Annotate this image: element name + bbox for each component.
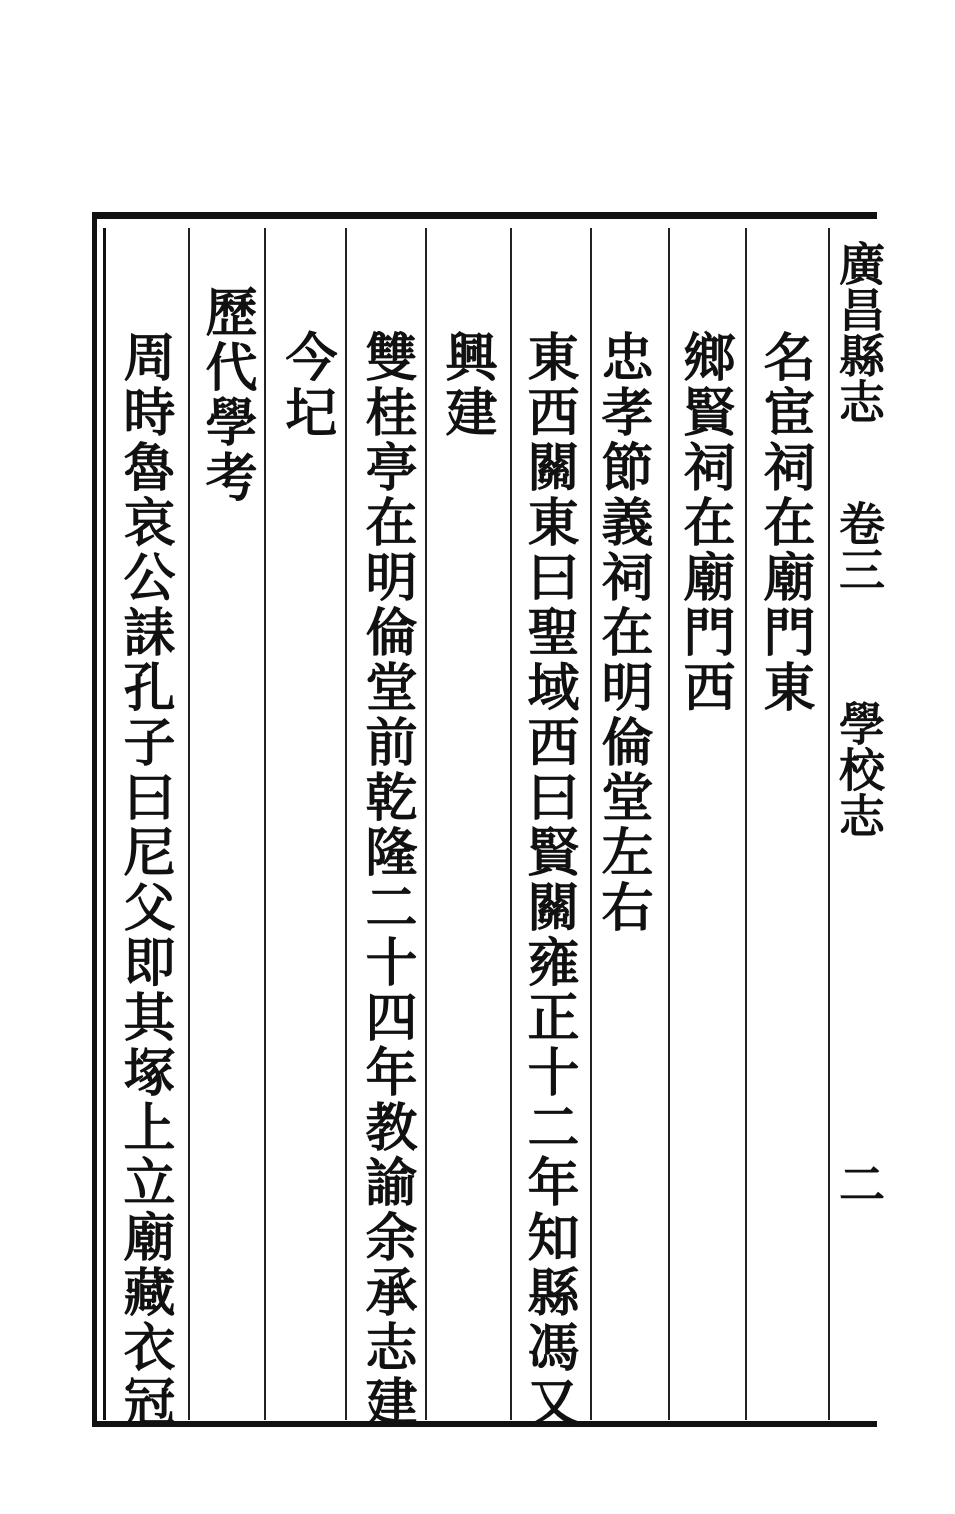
column-rule xyxy=(264,228,266,1420)
text-column: 忠孝節義祠在明倫堂左右 xyxy=(592,330,653,935)
text-column: 雙桂亭在明倫堂前乾隆二十四年教諭余承志建 xyxy=(356,330,417,1430)
text-column: 東西關東曰聖域西曰賢關雍正十二年知縣馮又 xyxy=(518,330,579,1430)
page-number: 二 xyxy=(832,1160,886,1206)
column-rule xyxy=(345,228,347,1420)
inner-border-rule xyxy=(103,228,106,1420)
column-rule xyxy=(510,228,512,1420)
column-rule xyxy=(828,228,830,1420)
text-column: 鄉賢祠在廟門西 xyxy=(674,330,735,715)
column-rule xyxy=(425,228,427,1420)
text-column: 歷代學考 xyxy=(196,285,257,505)
column-rule xyxy=(188,228,190,1420)
column-rule xyxy=(668,228,670,1420)
text-column: 名宦祠在廟門東 xyxy=(754,330,815,715)
book-title: 廣昌縣志 xyxy=(832,240,886,424)
section-label: 學校志 xyxy=(832,700,886,838)
text-column: 今圮 xyxy=(276,330,337,440)
column-rule xyxy=(745,228,747,1420)
text-column: 興建 xyxy=(436,330,497,440)
text-column: 周時魯哀公誄孔子曰尼父即其塚上立廟藏衣冠 xyxy=(114,330,175,1430)
volume-label: 卷三 xyxy=(832,500,886,592)
